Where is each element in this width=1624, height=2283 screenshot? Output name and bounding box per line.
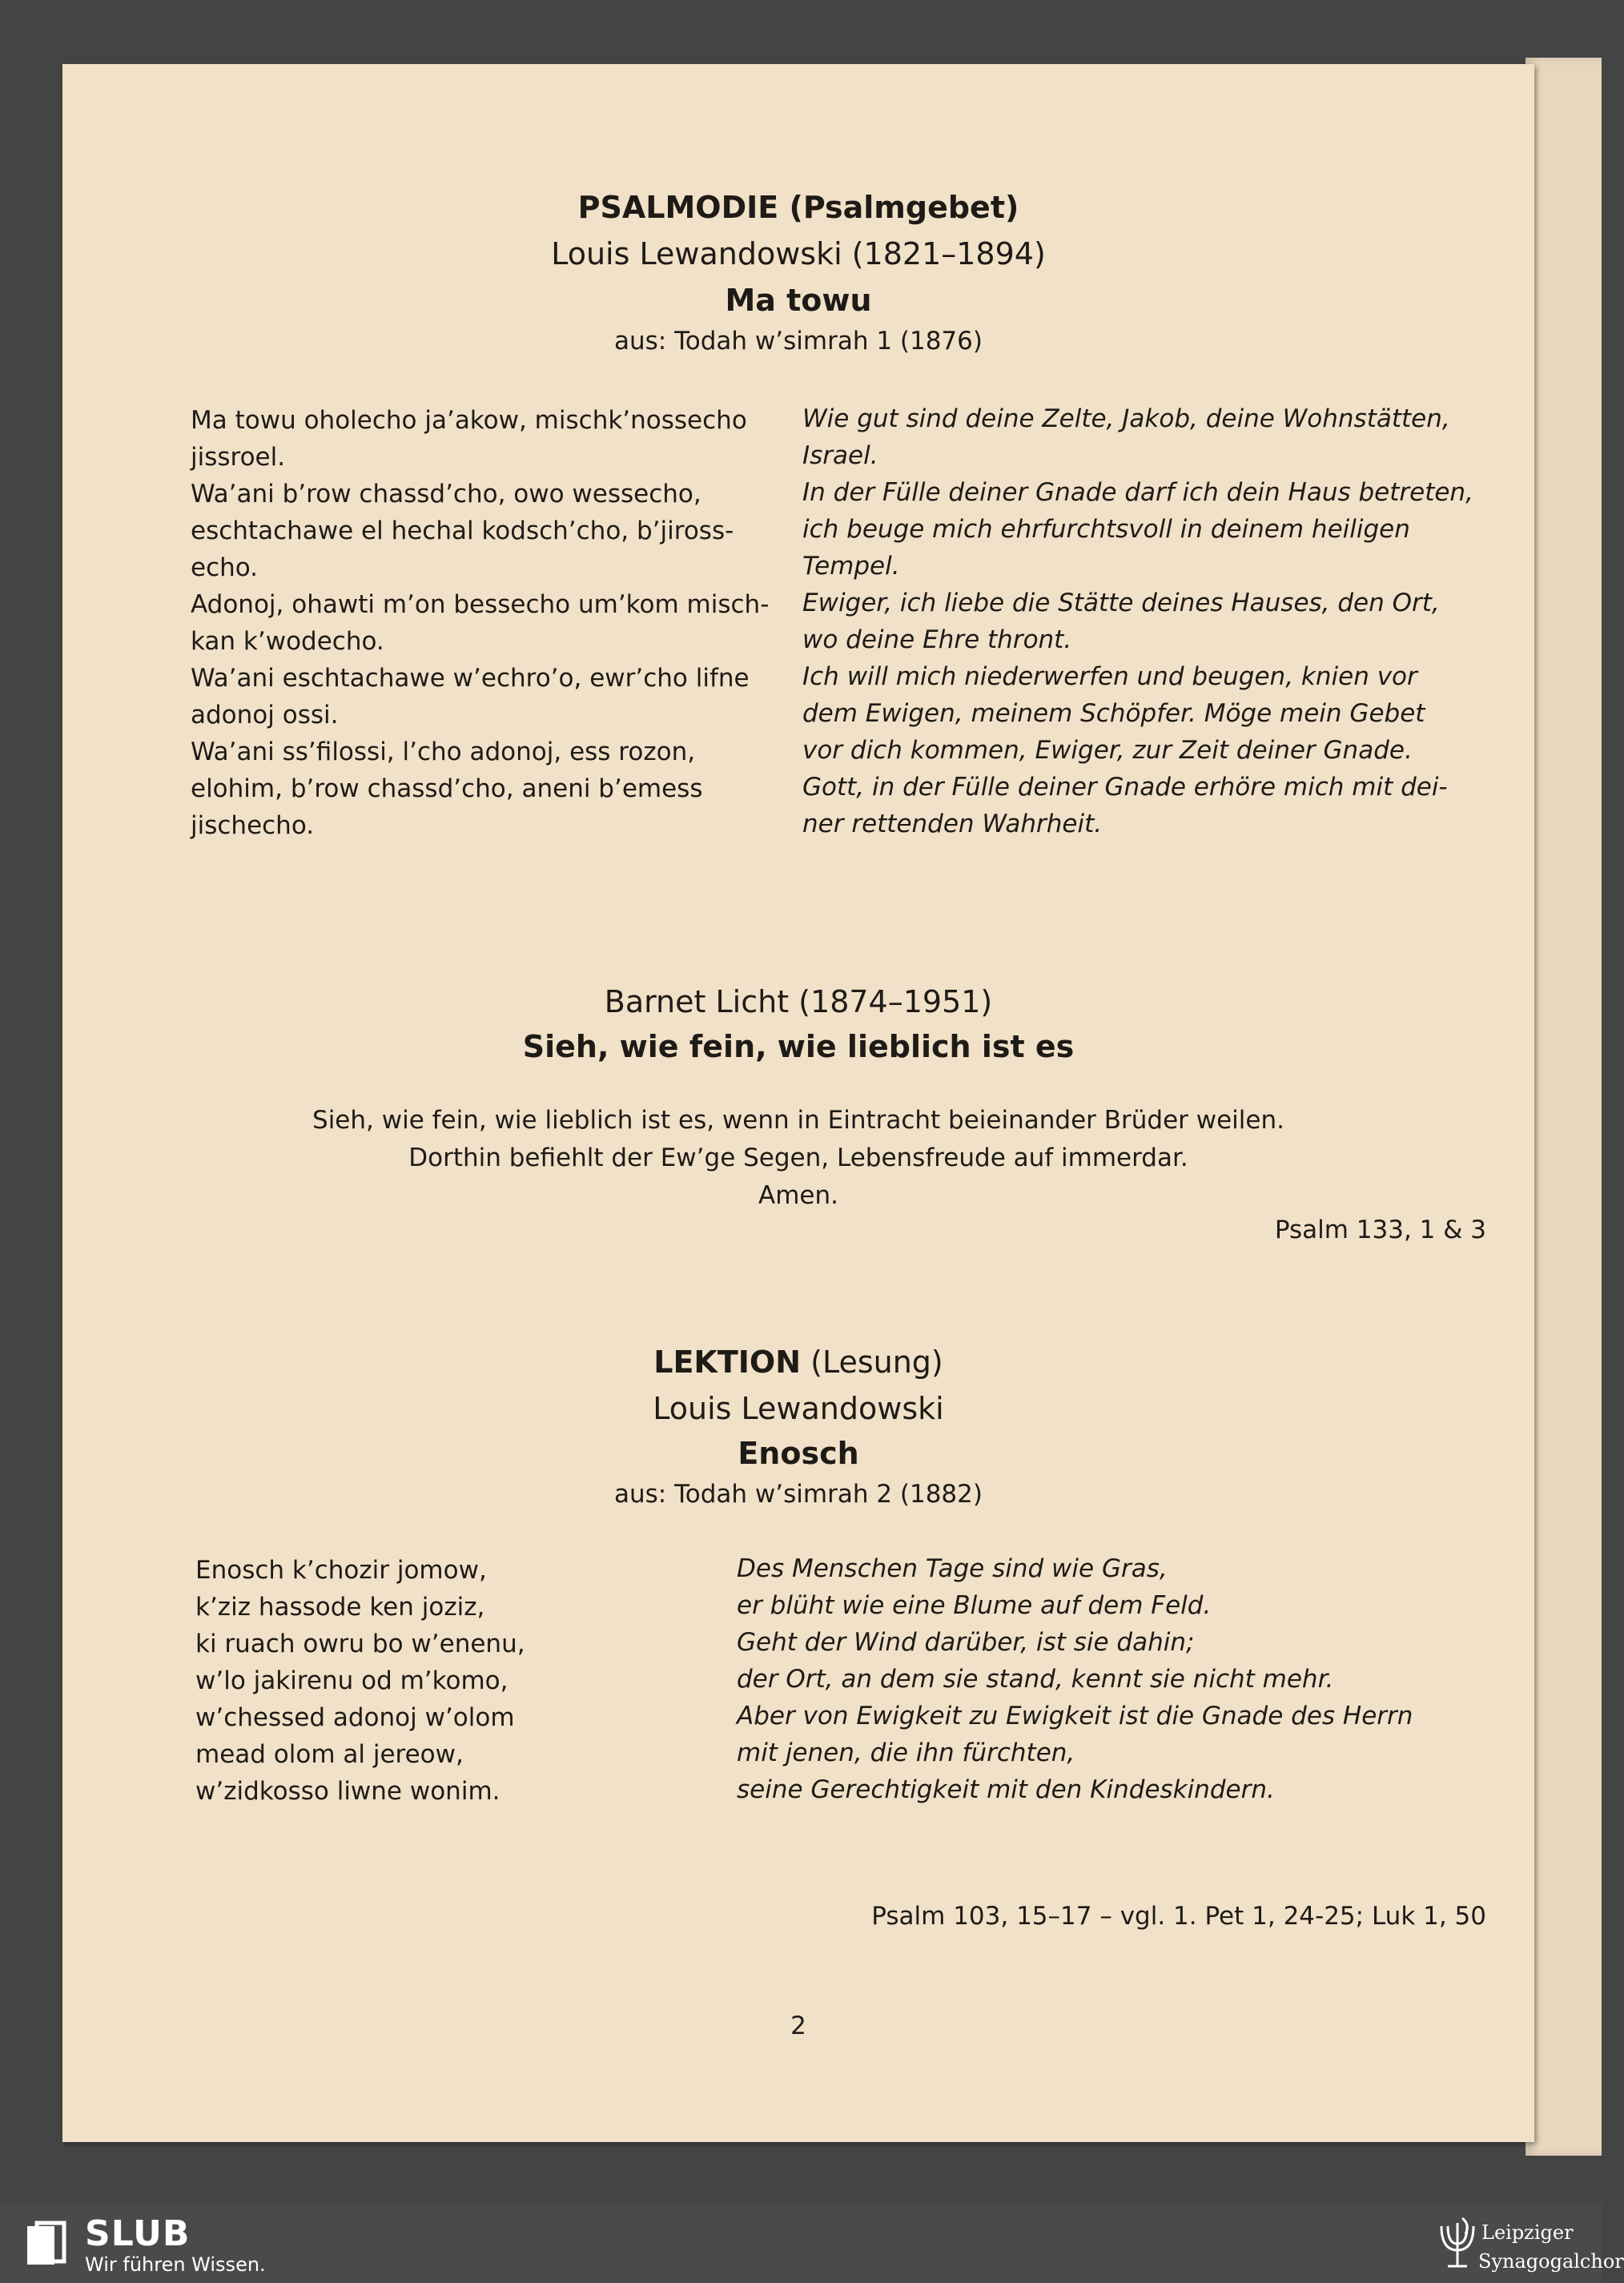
text-line: Geht der Wind darüber, ist sie dahin; [737, 1628, 1195, 1657]
text-line: mead olom al jereow, [195, 1740, 464, 1769]
section1-title: Ma towu [725, 283, 872, 318]
text-line: er blüht wie eine Blume auf dem Feld. [737, 1591, 1212, 1620]
section3-heading-rest: (Lesung) [801, 1344, 943, 1380]
text-line: w’lo jakirenu od m’komo, [195, 1666, 509, 1695]
text-line: k’ziz hassode ken joziz, [195, 1593, 485, 1622]
section2-title: Sieh, wie fein, wie lieblich ist es [522, 1029, 1075, 1064]
text-line: Ma towu oholecho ja’akow, mischk’nossecho [191, 406, 747, 435]
section2-line: Sieh, wie fein, wie lieblich ist es, wenn in Eintracht beieinander Brüder weilen. [312, 1106, 1284, 1135]
text-line: seine Gerechtigkeit mit den Kindeskindern. [737, 1775, 1275, 1804]
text-line: ich beuge mich ehrfurchtsvoll in deinem heiligen [802, 515, 1410, 544]
section3-reference: Psalm 103, 15–17 – vgl. 1. Pet 1, 24-25; Luk 1, 50 [871, 1902, 1486, 1931]
section3-translation [737, 1550, 1505, 1808]
program-page [62, 64, 1534, 2142]
section3-source: aus: Todah w’simrah 2 (1882) [614, 1480, 983, 1509]
text-line: dem Ewigen, meinem Schöpfer. Möge mein Gebet [802, 699, 1425, 728]
section1-source: aus: Todah w’simrah 1 (1876) [614, 327, 983, 356]
text-line: Wa’ani ss’filossi, l’cho adonoj, ess rozon, [191, 738, 696, 766]
text-line: w’zidkosso liwne wonim. [195, 1777, 500, 1806]
partner-name-line1: Leipziger [1481, 2221, 1574, 2244]
text-line: Tempel. [802, 552, 900, 581]
page-number: 2 [790, 2012, 806, 2040]
text-line: Israel. [802, 441, 878, 470]
text-line: Wa’ani eschtachawe w’echro’o, ewr’cho lifne [191, 664, 750, 693]
section2-reference: Psalm 133, 1 & 3 [1274, 1216, 1486, 1244]
section2-line: Amen. [758, 1181, 838, 1210]
text-line: wo deine Ehre thront. [802, 625, 1072, 654]
menorah-icon [1435, 2215, 1480, 2273]
footer-bar [0, 2204, 1624, 2283]
slub-brand[interactable]: SLUB [85, 2213, 191, 2254]
next-page-edge [1526, 58, 1602, 2156]
section2-composer: Barnet Licht (1874–1951) [604, 984, 993, 1019]
text-line: vor dich kommen, Ewiger, zur Zeit deiner Gnade. [802, 736, 1413, 765]
text-line: der Ort, an dem sie stand, kennt sie nicht mehr. [737, 1665, 1334, 1694]
partner-name-line2: Synagogalchor [1478, 2250, 1624, 2273]
text-line: Des Menschen Tage sind wie Gras, [737, 1554, 1168, 1583]
text-line: mit jenen, die ihn fürchten, [737, 1738, 1075, 1767]
section3-transliteration [195, 1552, 708, 1810]
text-line: Adonoj, ohawti m’on bessecho um’kom misch- [191, 590, 770, 619]
text-line: In der Fülle deiner Gnade darf ich dein Haus betreten, [802, 478, 1473, 507]
section3-composer: Louis Lewandowski [653, 1391, 944, 1426]
section3-heading [62, 1339, 1534, 1385]
text-line: Ich will mich niederwerfen und beugen, knien vor [802, 662, 1417, 691]
text-line: jischecho. [191, 811, 315, 840]
slub-book-icon[interactable] [24, 2220, 69, 2269]
text-line: Aber von Ewigkeit zu Ewigkeit ist die Gnade des Herrn [737, 1702, 1413, 1730]
text-line: Ewiger, ich liebe die Stätte deines Hauses, den Ort, [802, 589, 1440, 617]
text-line: Gott, in der Fülle deiner Gnade erhöre mich mit dei- [802, 773, 1448, 802]
text-line: elohim, b’row chassd’cho, aneni b’emess [191, 774, 703, 803]
text-line: ki ruach owru bo w’enenu, [195, 1630, 525, 1658]
text-line: ner rettenden Wahrheit. [802, 810, 1103, 838]
section1-transliteration [191, 402, 823, 844]
section2-line: Dorthin befiehlt der Ew’ge Segen, Lebensfreude auf immerdar. [408, 1144, 1188, 1172]
text-line: Enosch k’chozir jomow, [195, 1556, 487, 1585]
section1-composer: Louis Lewandowski (1821–1894) [551, 236, 1046, 271]
text-line: Wa’ani b’row chassd’cho, owo wessecho, [191, 480, 701, 508]
section3-heading-bold: LEKTION [653, 1344, 802, 1380]
section3-title: Enosch [738, 1436, 859, 1471]
section1-heading: PSALMODIE (Psalmgebet) [577, 190, 1019, 225]
text-line: adonoj ossi. [191, 701, 339, 730]
slub-slogan: Wir führen Wissen. [85, 2253, 266, 2276]
text-line: eschtachawe el hechal kodsch’cho, b’jiross- [191, 516, 734, 545]
text-line: w’chessed adonoj w’olom [195, 1703, 515, 1732]
text-line: Wie gut sind deine Zelte, Jakob, deine Wohnstätten, [802, 404, 1450, 433]
text-line: echo. [191, 553, 259, 582]
text-line: kan k’wodecho. [191, 627, 384, 656]
text-line: jissroel. [191, 443, 286, 472]
section1-translation [802, 400, 1523, 842]
